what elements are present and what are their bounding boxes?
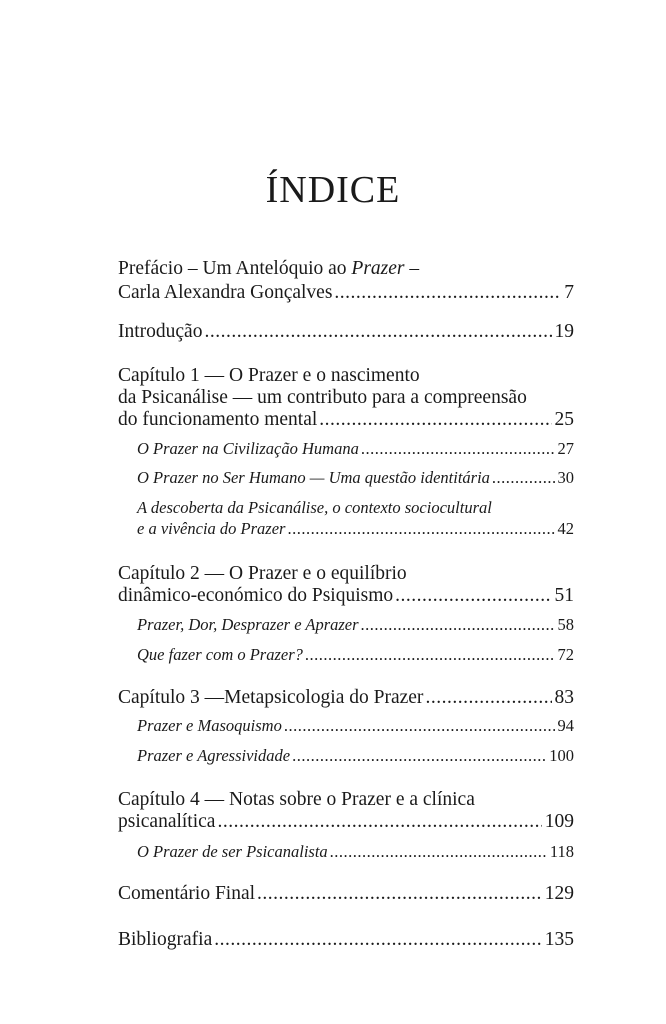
- page-number: 25: [554, 409, 574, 430]
- toc-subentry-text: Prazer e Masoquismo: [137, 716, 282, 735]
- page-number: 19: [554, 321, 574, 342]
- dot-leader: [204, 320, 551, 344]
- toc-entry-text: do funcionamento mental: [118, 409, 318, 430]
- page-number: 72: [557, 645, 574, 664]
- toc-entry-text-tail: –: [404, 258, 420, 279]
- page-number: 83: [554, 687, 574, 708]
- toc-entry-text: psicanalítica: [118, 811, 216, 832]
- toc-entry-cap3: [118, 686, 574, 710]
- toc-entry-cap1-line3: [118, 408, 574, 432]
- toc-entry-cap1-line1: [118, 364, 574, 388]
- toc-entry-text: Carla Alexandra Gonçalves: [118, 282, 333, 303]
- dot-leader: [334, 281, 561, 305]
- dot-leader: [425, 686, 551, 710]
- toc-entry-cap4-line1: [118, 788, 574, 812]
- toc-entry-cap1-line2: [118, 386, 574, 410]
- page-number: 129: [544, 883, 574, 904]
- toc-entry-text: da Psicanálise — um contributo para a compreensão: [118, 387, 527, 408]
- page-number: 58: [557, 615, 574, 634]
- dot-leader: [284, 714, 555, 738]
- toc-entry-text: Capítulo 3 —Metapsicologia do Prazer: [118, 687, 424, 708]
- toc-entry-comentario: [118, 882, 574, 906]
- page-number: 42: [557, 519, 574, 538]
- toc-entry-text: Prefácio – Um Antelóquio ao: [118, 258, 352, 279]
- toc-entry-text: Capítulo 2 — O Prazer e o equilíbrio: [118, 563, 407, 584]
- toc-subentry-text: O Prazer de ser Psicanalista: [137, 842, 328, 861]
- page-number: 118: [549, 842, 574, 861]
- toc-subentry: [137, 466, 574, 490]
- page-number: 94: [557, 716, 574, 735]
- dot-leader: [292, 744, 546, 768]
- toc-entry-text: Bibliografia: [118, 929, 213, 950]
- page-number: 27: [557, 439, 574, 458]
- dot-leader: [287, 517, 554, 541]
- toc-subentry-text: O Prazer na Civilização Humana: [137, 439, 359, 458]
- toc-subentry: [137, 437, 574, 461]
- dot-leader: [361, 437, 555, 461]
- toc-entry-prefacio-line2: [118, 281, 574, 305]
- toc-entry-prefacio-line1: [118, 257, 574, 281]
- toc-subentry-text: Que fazer com o Prazer?: [137, 645, 303, 664]
- dot-leader: [305, 643, 555, 667]
- toc-entry-cap4-line2: [118, 810, 574, 834]
- toc-entry-text: Capítulo 1 — O Prazer e o nascimento: [118, 365, 420, 386]
- dot-leader: [217, 810, 541, 834]
- toc-subentry-line2: [137, 517, 574, 541]
- toc-subentry-text: O Prazer no Ser Humano — Uma questão identitária: [137, 468, 490, 487]
- dot-leader: [492, 466, 555, 490]
- toc-subentry: [137, 744, 574, 768]
- toc-entry-cap2-line2: [118, 584, 574, 608]
- toc-entry-cap2-line1: [118, 562, 574, 586]
- toc-subentry-text: Prazer, Dor, Desprazer e Aprazer: [137, 615, 359, 634]
- dot-leader: [214, 928, 542, 952]
- toc-entry-text: Capítulo 4 — Notas sobre o Prazer e a clínica: [118, 789, 475, 810]
- dot-leader: [395, 584, 551, 608]
- toc-entry-introducao: [118, 320, 574, 344]
- toc-subentry-text: A descoberta da Psicanálise, o contexto sociocultural: [137, 498, 492, 517]
- dot-leader: [330, 840, 547, 864]
- page-number: 100: [549, 746, 574, 765]
- toc-subentry: [137, 613, 574, 637]
- toc-subentry-text: e a vivência do Prazer: [137, 519, 286, 538]
- page-number: 109: [544, 811, 574, 832]
- page-number: 30: [557, 468, 574, 487]
- toc-entry-text: dinâmico-económico do Psiquismo: [118, 585, 394, 606]
- toc-entry-text: Introdução: [118, 321, 203, 342]
- toc-subentry: [137, 714, 574, 738]
- dot-leader: [257, 882, 542, 906]
- dot-leader: [361, 613, 555, 637]
- toc-subentry: [137, 840, 574, 864]
- toc-entry-bibliografia: [118, 928, 574, 952]
- dot-leader: [319, 408, 551, 432]
- page-number: 7: [564, 282, 574, 303]
- toc-subentry-text: Prazer e Agressividade: [137, 746, 291, 765]
- page-number: 51: [554, 585, 574, 606]
- page-title: ÍNDICE: [265, 169, 401, 211]
- toc-subentry: [137, 643, 574, 667]
- toc-entry-text: Comentário Final: [118, 883, 256, 904]
- page-number: 135: [544, 929, 574, 950]
- toc-entry-italic-word: Prazer: [351, 258, 405, 279]
